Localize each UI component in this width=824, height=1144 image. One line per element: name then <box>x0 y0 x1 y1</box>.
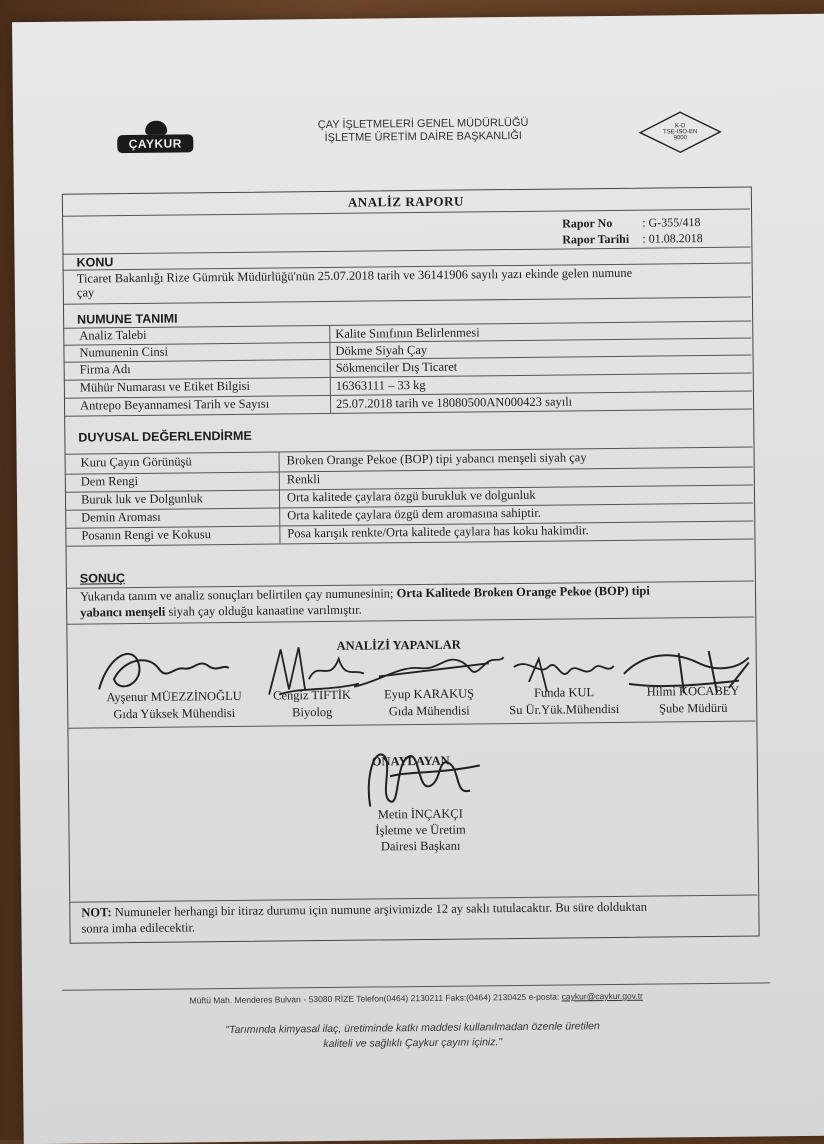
footer-motto <box>143 1018 683 1054</box>
note-label: NOT: <box>81 905 112 920</box>
report-no-value: : G-355/418 <box>642 215 701 230</box>
note-text-2: sonra imha edilecektir. <box>81 920 196 936</box>
report-title: ANALİZ RAPORU <box>347 193 464 210</box>
signatory-3 <box>364 685 494 720</box>
caykur-logo <box>117 120 193 161</box>
signatory-1-name: Ayşenur MÜEZZİNOĞLU <box>106 688 242 705</box>
sonuc-line-2 <box>80 603 362 621</box>
org-line-2: İŞLETME ÜRETİM DAİRE BAŞKANLIĞI <box>324 129 523 144</box>
footer-address <box>62 989 770 1006</box>
duyusal-value-4: Orta kalitede çaylara özgü dem aromasına sahiptir. <box>287 505 541 523</box>
sonuc-line-1-bold: Orta Kalitede Broken Orange Pekoe (BOP) tipi <box>396 583 650 601</box>
approver-title-line-1: İşletme ve Üretim <box>375 822 466 838</box>
signatory-3-name: Eyup KARAKUŞ <box>384 686 475 702</box>
konu-text-line-1: Ticaret Bakanlığı Rize Gümrük Müdürlüğü'nün 25.07.2018 tarih ve 36141906 sayılı yazı ekinde gelen numune <box>76 265 633 286</box>
signatory-5-name: Hilmi KOCABEY <box>646 683 740 699</box>
numune-value-2: Dökme Siyah Çay <box>335 342 428 358</box>
email-link[interactable]: caykur@caykur.gov.tr <box>561 990 643 1002</box>
signatory-2-name: Cengiz TİFTİK <box>273 687 352 703</box>
numune-value-4: 16363111 – 33 kg <box>335 377 426 393</box>
cert-line-3: 9000 <box>673 135 687 142</box>
tse-certification-mark <box>638 110 722 155</box>
signatory-1 <box>79 688 269 724</box>
approver <box>350 805 490 854</box>
sonuc-line-2-plain: siyah çay olduğu kanaatine varılmıştır. <box>168 602 362 619</box>
signatory-4 <box>489 684 639 720</box>
konu-heading: KONU <box>76 255 114 270</box>
numune-value-3: Sökmenciler Dış Ticaret <box>335 359 458 375</box>
numune-value-1: Kalite Sınıfının Belirlenmesi <box>335 325 480 341</box>
numune-label-3: Firma Adı <box>79 362 131 377</box>
duyusal-value-5: Posa karışık renkte/Orta kalitede çaylara has koku hakimdir. <box>287 523 589 541</box>
cert-line-2: TSE-ISO-EN <box>663 129 698 136</box>
signatory-4-name: Funda KUL <box>533 685 595 700</box>
approver-title-line-2: Dairesi Başkanı <box>380 838 461 854</box>
motto-line-2: kaliteli ve sağlıklı Çaykur çayını içiniz." <box>323 1036 503 1051</box>
signatory-2-title: Biyolog <box>292 704 333 720</box>
signatory-3-title: Gıda Mühendisi <box>388 703 470 719</box>
approver-name: Metin İNÇAKÇI <box>377 806 463 822</box>
note-text-1: Numuneler herhangi bir itiraz durumu için numune arşivimizde 12 ay saklı tutulacaktır. Bu süre dolduktan <box>114 899 648 920</box>
numune-label-1: Analiz Talebi <box>79 327 147 343</box>
duyusal-heading: DUYUSAL DEĞERLENDİRME <box>78 428 252 445</box>
report-date-label: Rapor Tarihi <box>562 231 630 247</box>
sonuc-line-2-bold: yabancı menşeli <box>80 604 166 620</box>
duyusal-label-1: Kuru Çayın Görünüşü <box>80 454 192 470</box>
analizi-yapanlar-heading: ANALİZİ YAPANLAR <box>336 637 461 653</box>
motto-line-1: "Tarımında kimyasal ilaç, üretiminde katkı maddesi kullanılmadan özenle üretilen <box>225 1020 600 1037</box>
numune-label-4: Mühür Numarası ve Etiket Bilgisi <box>79 378 251 395</box>
signatory-1-title: Gıda Yüksek Mühendisi <box>113 705 236 722</box>
numune-label-5: Antrepo Beyannamesi Tarih ve Sayısı <box>79 396 270 413</box>
signatory-4-title: Su Ür.Yük.Mühendisi <box>509 701 620 718</box>
konu-text-line-2: çay <box>76 285 95 300</box>
signatory-5 <box>631 683 755 718</box>
duyusal-value-3: Orta kalitede çaylara özgü burukluk ve dolgunluk <box>286 487 536 505</box>
duyusal-label-3: Buruk luk ve Dolgunluk <box>80 491 203 507</box>
sonuc-line-1-plain: Yukarıda tanım ve analiz sonuçları belirtilen çay numunesinin; <box>79 586 394 604</box>
address-text: Müftü Mah. Menderes Bulvarı - 53080 RİZE Telefon(0464) 2130211 Faks:(0464) 2130425 e-posta: <box>189 991 560 1006</box>
duyusal-label-5: Posanın Rengi ve Kokusu <box>81 527 211 543</box>
sonuc-heading: SONUÇ <box>79 571 126 586</box>
duyusal-label-2: Dem Rengi <box>80 473 139 489</box>
report-date-value: : 01.08.2018 <box>642 231 703 246</box>
numune-heading: NUMUNE TANIMI <box>77 311 178 327</box>
organization-header <box>263 116 583 145</box>
report-document <box>12 14 824 1144</box>
duyusal-value-2: Renkli <box>286 472 321 487</box>
logo-text: ÇAYKUR <box>117 134 193 153</box>
signatory-5-title: Şube Müdürü <box>658 700 728 716</box>
cert-line-1: K-D <box>674 123 686 130</box>
onaylayan-heading: ONAYLAYAN <box>371 753 450 769</box>
tea-cup-icon <box>145 121 167 135</box>
signatory-2 <box>257 687 367 722</box>
numune-value-5: 25.07.2018 tarih ve 18080500AN000423 sayılı <box>335 394 573 411</box>
numune-label-2: Numunenin Cinsi <box>79 344 169 360</box>
org-line-1: ÇAY İŞLETMELERİ GENEL MÜDÜRLÜĞÜ <box>317 116 529 132</box>
duyusal-value-1: Broken Orange Pekoe (BOP) tipi yabancı menşeli siyah çay <box>286 450 587 468</box>
report-no-label: Rapor No <box>562 215 613 231</box>
duyusal-label-4: Demin Aroması <box>81 509 161 525</box>
